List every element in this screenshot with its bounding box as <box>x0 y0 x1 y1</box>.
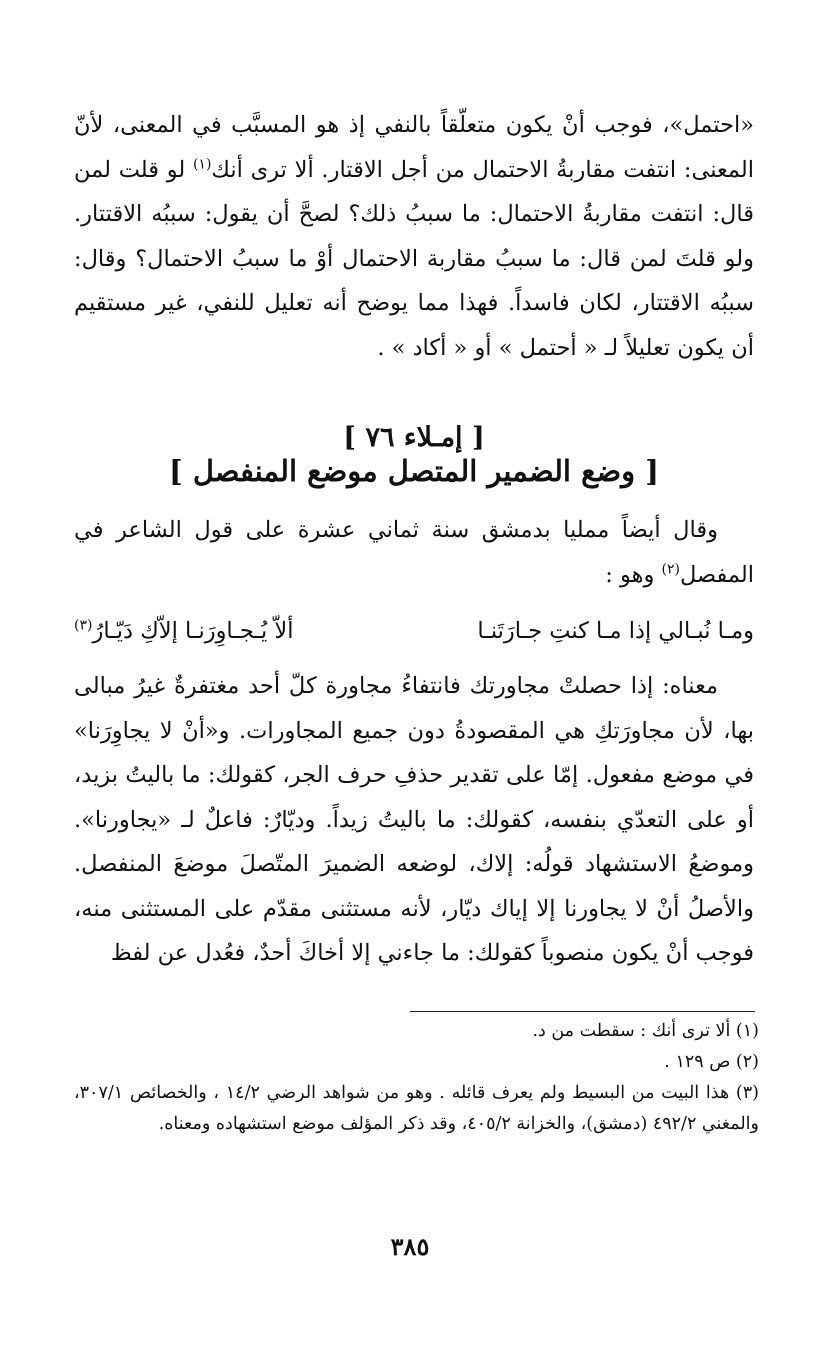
footnote-marker-3[interactable]: (٣) <box>74 617 93 634</box>
paragraph-text: وقال أيضاً ممليا بدمشق سنة ثماني عشرة على قول الشاعر في المفصل <box>74 517 754 588</box>
poetry-verse <box>74 606 754 656</box>
footnote-2: (٢) ص ١٢٩ . <box>664 1052 759 1072</box>
section-title-heading: [ وضع الضمير المتصل موضع المنفصل ] <box>169 454 659 488</box>
body-paragraph-1 <box>74 103 754 370</box>
footnote-1: (١) ألا ترى أنك : سقطت من د. <box>532 1021 759 1041</box>
footnote-3: (٣) هذا البيت من البسيط ولم يعرف قائله . وهو من شواهد الرضي ١٤/٢ ، والخصائص ٣٠٧/١، والمغني ٤٩٢/٢ (دمشق)، والخزانة ٤٠٥/٢، وقد ذكر المؤلف موضع استشهاده ومعناه. <box>74 1083 759 1134</box>
page-number: ٣٨٥ <box>390 1232 430 1261</box>
section-number-heading: [ إمـلاء ٧٦ ] <box>343 422 485 453</box>
paragraph-text: «احتمل»، فوجب أنْ يكون متعلّقاً بالنفي إذ هو المسبَّب في المعنى، لأنّ المعنى: انتفت مقاربةُ الاحتمال من أجل الاقتار. ألا ترى أنك <box>74 112 754 183</box>
footnote-separator-line <box>410 1011 755 1012</box>
footnote-marker-1[interactable]: (١) <box>192 156 212 172</box>
verse-second-hemistich <box>74 606 294 656</box>
verse-second-text: ألاّ يُـجـاوِرَنـا إلاّكِ دَيّـارُ <box>92 618 294 644</box>
footnote-marker-2[interactable]: (٢) <box>661 561 680 577</box>
body-paragraph-2 <box>74 508 754 597</box>
body-paragraph-3 <box>74 664 754 976</box>
footnotes-section <box>74 1016 759 1140</box>
verse-first-hemistich: ومـا نُبـالي إذا مـا كنتِ جـارَتَنـا <box>477 618 754 644</box>
paragraph-text-continued: لو قلت لمن قال: انتفت مقاربةُ الاحتمال: ما سببُ ذلك؟ لصحَّ أن يقول: سببُه الاقتتار. ولو قلتَ لمن قال: ما سببُ مقاربة الاحتمال أوْ ما سببُ الاحتمال؟ وقال: سببُه الاقتتار، لكان فاسداً. فهذا مما يوضح أنه تعليل للنفي، غير مستقيم أن يكون تعليلاً لـ « أحتمل » أو « أكاد » . <box>74 156 754 361</box>
paragraph-text-continued: وهو : <box>605 561 662 588</box>
paragraph-text: معناه: إذا حصلتْ مجاورتك فانتفاءُ مجاورة كلّ أحد مغتفرةٌ غيرُ مبالى بها، لأن مجاورَتكِ هي المقصودةُ دون جميع المجاورات. و«أنْ لا يجاوِرَنا» في موضع مفعول. إمّا على تقدير حذفِ حرف الجر، كقولك: ما باليتُ بزيد، أو على التعدّي بنفسه، كقولك: ما باليتُ زيداً. وديّارٌ: فاعلٌ لـ «يجاورنا». وموضعُ الاستشهاد قولُه: إلاك، لوضعه الضميرَ المتّصلَ موضعَ المنفصل. والأصلُ أنْ لا يجاورنا إلا إياك ديّار، لأنه مستثنى مقدّم على المستثنى منه، فوجب أنْ يكون منصوباً كقولك: ما جاءني إلا أخاكَ أحدٌ، فعُدل عن لفظ <box>74 673 754 966</box>
